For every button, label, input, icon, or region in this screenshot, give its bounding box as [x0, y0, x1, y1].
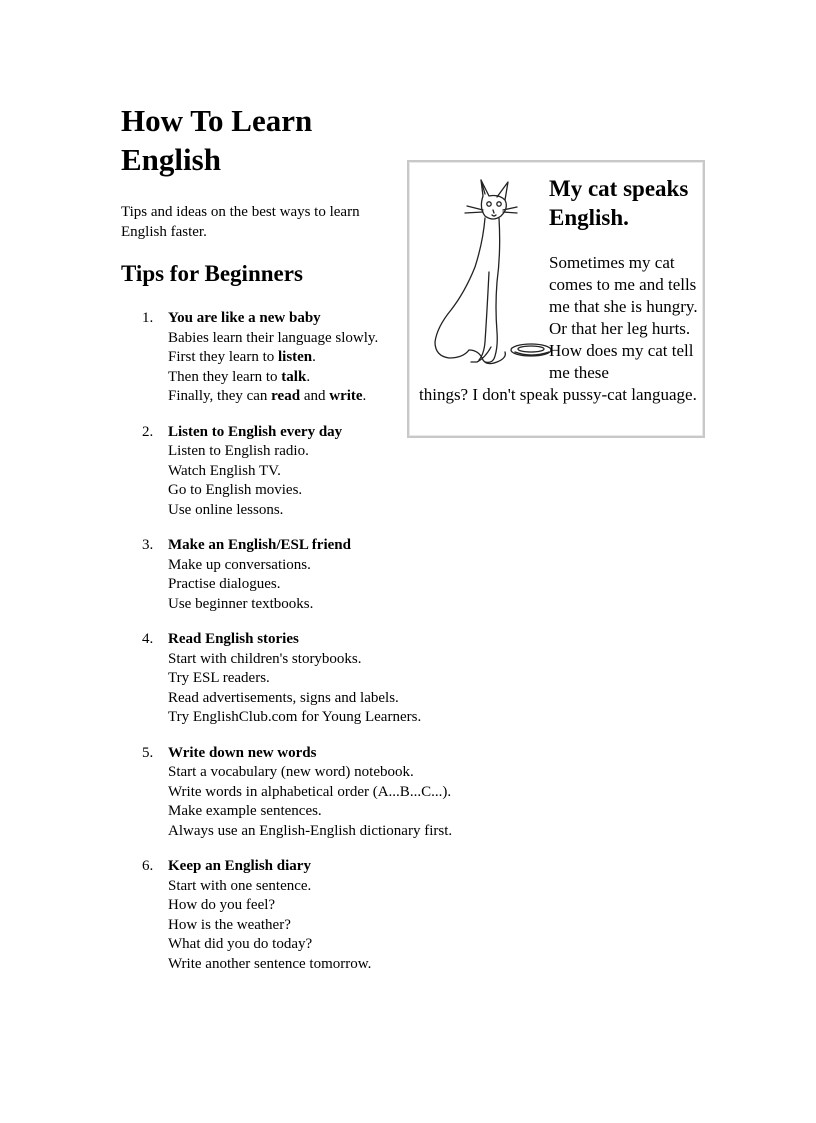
tip-line: Start a vocabulary (new word) notebook. — [168, 764, 414, 780]
tip-line: Make up conversations. — [168, 556, 311, 573]
tip-number: 6. — [142, 858, 154, 874]
cat-drawing-icon — [413, 172, 553, 372]
title-line-2: English — [121, 142, 221, 177]
tip-line: Go to English movies. — [168, 482, 303, 498]
tip-line: Practise dialogues. — [168, 576, 281, 592]
tip-line: Then they learn to talk. — [168, 368, 311, 385]
tip-line: Try EnglishClub.com for Young Learners. — [168, 709, 422, 725]
tip-title: Listen to English every day — [168, 423, 343, 440]
tip-line: Listen to English radio. — [168, 443, 309, 459]
title-line-1: How To Learn — [121, 103, 313, 138]
tip-line: Babies learn their language slowly. — [168, 329, 379, 346]
tip-line: First they learn to listen. — [168, 349, 316, 365]
tip-line: What did you do today? — [168, 936, 313, 952]
tip-line: Write another sentence tomorrow. — [168, 955, 372, 972]
cat-box-text: Sometimes my cat comes to me and tells me that she is hungry. Or that her leg hurts. How does my cat tell me these — [549, 253, 698, 382]
tip-number: 4. — [142, 631, 154, 647]
tip-title: You are like a new baby — [168, 310, 321, 326]
tip-number: 1. — [142, 310, 154, 326]
tip-line: Always use an English-English dictionary first. — [168, 822, 453, 839]
cat-box-heading: My cat speaks English. — [549, 176, 689, 230]
tip-line: Watch English TV. — [168, 462, 281, 479]
tip-line: Finally, they can read and write. — [168, 388, 367, 404]
tip-number: 5. — [142, 744, 154, 761]
tip-line: Read advertisements, signs and labels. — [168, 689, 399, 706]
tip-title: Make an English/ESL friend — [168, 537, 351, 553]
tip-line: How do you feel? — [168, 897, 276, 913]
cat-story-box — [407, 160, 705, 438]
tip-line: Use online lessons. — [168, 501, 284, 518]
tip-line: Try ESL readers. — [168, 670, 270, 686]
tip-number: 2. — [142, 423, 154, 440]
tip-line: Write words in alphabetical order (A...B...C...). — [168, 783, 452, 800]
cat-box-text-continued: things? I don't speak pussy-cat language. — [419, 385, 697, 404]
tip-title: Keep an English diary — [168, 858, 311, 874]
tip-line: Use beginner textbooks. — [168, 595, 314, 612]
tip-number: 3. — [142, 537, 154, 553]
tip-title: Read English stories — [168, 631, 299, 647]
tip-line: Start with one sentence. — [168, 877, 312, 894]
page-title — [121, 101, 421, 179]
intro-text: Tips and ideas on the best ways to learn English faster. — [121, 204, 360, 240]
tip-line: Make example sentences. — [168, 803, 322, 819]
tip-line: How is the weather? — [168, 916, 291, 933]
tip-title: Write down new words — [168, 744, 317, 761]
section-heading: Tips for Beginners — [121, 261, 303, 286]
tip-5 — [121, 744, 541, 842]
tip-6 — [121, 857, 541, 974]
tip-3 — [121, 536, 541, 614]
tip-4 — [121, 630, 541, 728]
tip-line: Start with children's storybooks. — [168, 650, 362, 667]
